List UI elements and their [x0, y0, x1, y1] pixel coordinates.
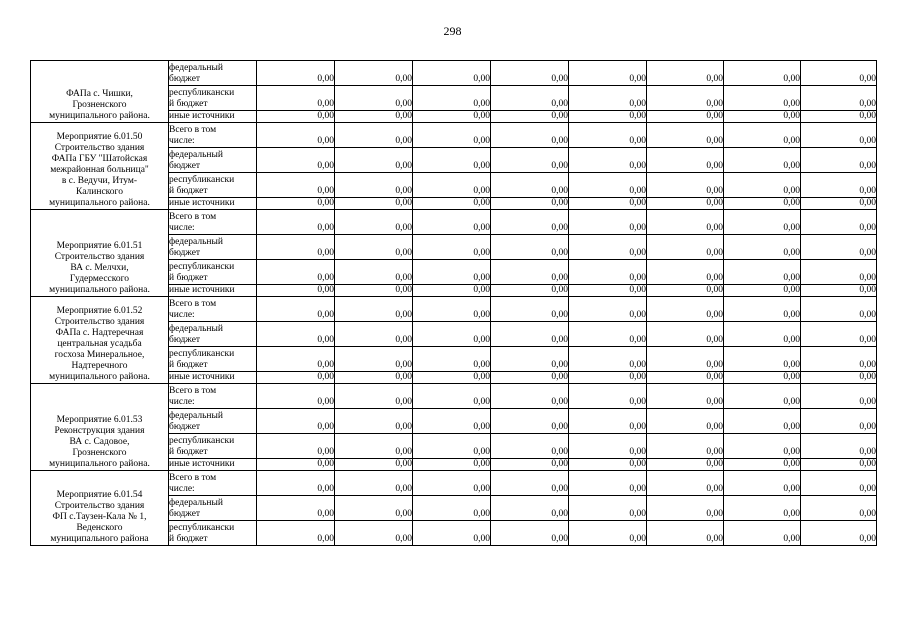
amount-cell: 0,00	[801, 198, 877, 210]
amount-cell: 0,00	[801, 372, 877, 384]
amount-cell: 0,00	[724, 372, 801, 384]
amount-cell: 0,00	[491, 347, 569, 372]
funding-source-cell: республикански й бюджет	[169, 260, 257, 285]
amount-cell: 0,00	[801, 409, 877, 434]
amount-cell: 0,00	[257, 434, 335, 459]
amount-cell: 0,00	[491, 61, 569, 86]
funding-source-cell: федеральный бюджет	[169, 148, 257, 173]
amount-cell: 0,00	[335, 198, 413, 210]
amount-cell: 0,00	[257, 496, 335, 521]
amount-cell: 0,00	[569, 148, 647, 173]
amount-cell: 0,00	[724, 123, 801, 148]
amount-cell: 0,00	[647, 86, 724, 111]
amount-cell: 0,00	[413, 260, 491, 285]
amount-cell: 0,00	[257, 459, 335, 471]
amount-cell: 0,00	[491, 198, 569, 210]
table-row	[31, 210, 877, 235]
amount-cell: 0,00	[724, 521, 801, 546]
amount-cell: 0,00	[569, 235, 647, 260]
amount-cell: 0,00	[647, 297, 724, 322]
amount-cell: 0,00	[491, 260, 569, 285]
amount-cell: 0,00	[491, 173, 569, 198]
amount-cell: 0,00	[569, 384, 647, 409]
amount-cell: 0,00	[335, 123, 413, 148]
amount-cell: 0,00	[569, 210, 647, 235]
amount-cell: 0,00	[569, 521, 647, 546]
amount-cell: 0,00	[569, 372, 647, 384]
amount-cell: 0,00	[335, 322, 413, 347]
amount-cell: 0,00	[647, 235, 724, 260]
amount-cell: 0,00	[257, 148, 335, 173]
amount-cell: 0,00	[724, 322, 801, 347]
amount-cell: 0,00	[491, 459, 569, 471]
amount-cell: 0,00	[257, 86, 335, 111]
amount-cell: 0,00	[647, 123, 724, 148]
amount-cell: 0,00	[491, 123, 569, 148]
amount-cell: 0,00	[724, 285, 801, 297]
amount-cell: 0,00	[335, 372, 413, 384]
amount-cell: 0,00	[413, 409, 491, 434]
amount-cell: 0,00	[413, 198, 491, 210]
funding-source-cell: Всего в том числе:	[169, 123, 257, 148]
budget-table	[30, 60, 877, 546]
amount-cell: 0,00	[491, 322, 569, 347]
amount-cell: 0,00	[724, 86, 801, 111]
amount-cell: 0,00	[801, 148, 877, 173]
amount-cell: 0,00	[569, 111, 647, 123]
amount-cell: 0,00	[569, 471, 647, 496]
amount-cell: 0,00	[335, 210, 413, 235]
amount-cell: 0,00	[647, 471, 724, 496]
table-row	[31, 61, 877, 86]
amount-cell: 0,00	[491, 235, 569, 260]
amount-cell: 0,00	[335, 459, 413, 471]
amount-cell: 0,00	[569, 173, 647, 198]
table-row	[31, 471, 877, 496]
amount-cell: 0,00	[569, 459, 647, 471]
amount-cell: 0,00	[801, 521, 877, 546]
amount-cell: 0,00	[257, 471, 335, 496]
amount-cell: 0,00	[491, 384, 569, 409]
funding-source-cell: федеральный бюджет	[169, 322, 257, 347]
amount-cell: 0,00	[647, 198, 724, 210]
amount-cell: 0,00	[335, 471, 413, 496]
amount-cell: 0,00	[647, 260, 724, 285]
amount-cell: 0,00	[801, 285, 877, 297]
event-name-cell: ФАПа с. Чишки, Грозненского муниципального района.	[31, 61, 169, 123]
funding-source-cell: федеральный бюджет	[169, 61, 257, 86]
amount-cell: 0,00	[724, 61, 801, 86]
amount-cell: 0,00	[257, 210, 335, 235]
amount-cell: 0,00	[569, 285, 647, 297]
amount-cell: 0,00	[335, 496, 413, 521]
amount-cell: 0,00	[801, 235, 877, 260]
funding-source-cell: иные источники	[169, 372, 257, 384]
amount-cell: 0,00	[724, 148, 801, 173]
funding-source-cell: федеральный бюджет	[169, 496, 257, 521]
amount-cell: 0,00	[801, 61, 877, 86]
amount-cell: 0,00	[801, 496, 877, 521]
amount-cell: 0,00	[335, 111, 413, 123]
amount-cell: 0,00	[413, 61, 491, 86]
amount-cell: 0,00	[801, 111, 877, 123]
amount-cell: 0,00	[724, 496, 801, 521]
amount-cell: 0,00	[413, 210, 491, 235]
amount-cell: 0,00	[724, 173, 801, 198]
funding-source-cell: иные источники	[169, 459, 257, 471]
amount-cell: 0,00	[724, 260, 801, 285]
amount-cell: 0,00	[413, 173, 491, 198]
amount-cell: 0,00	[257, 322, 335, 347]
amount-cell: 0,00	[335, 173, 413, 198]
amount-cell: 0,00	[801, 210, 877, 235]
amount-cell: 0,00	[801, 123, 877, 148]
amount-cell: 0,00	[647, 111, 724, 123]
amount-cell: 0,00	[413, 496, 491, 521]
amount-cell: 0,00	[647, 285, 724, 297]
amount-cell: 0,00	[335, 384, 413, 409]
amount-cell: 0,00	[724, 111, 801, 123]
amount-cell: 0,00	[257, 198, 335, 210]
amount-cell: 0,00	[724, 297, 801, 322]
amount-cell: 0,00	[801, 459, 877, 471]
amount-cell: 0,00	[724, 434, 801, 459]
amount-cell: 0,00	[569, 198, 647, 210]
amount-cell: 0,00	[647, 409, 724, 434]
amount-cell: 0,00	[569, 61, 647, 86]
amount-cell: 0,00	[257, 173, 335, 198]
amount-cell: 0,00	[801, 86, 877, 111]
amount-cell: 0,00	[647, 173, 724, 198]
amount-cell: 0,00	[569, 322, 647, 347]
amount-cell: 0,00	[413, 434, 491, 459]
amount-cell: 0,00	[413, 123, 491, 148]
amount-cell: 0,00	[724, 210, 801, 235]
funding-source-cell: Всего в том числе:	[169, 297, 257, 322]
amount-cell: 0,00	[647, 61, 724, 86]
funding-source-cell: иные источники	[169, 198, 257, 210]
amount-cell: 0,00	[335, 235, 413, 260]
amount-cell: 0,00	[724, 409, 801, 434]
amount-cell: 0,00	[801, 471, 877, 496]
amount-cell: 0,00	[491, 372, 569, 384]
amount-cell: 0,00	[491, 409, 569, 434]
amount-cell: 0,00	[335, 297, 413, 322]
funding-source-cell: республикански й бюджет	[169, 173, 257, 198]
event-name-cell: Мероприятие 6.01.54 Строительство здания ФП с.Таузен-Кала № 1, Веденского муниципального района	[31, 471, 169, 546]
funding-source-cell: федеральный бюджет	[169, 409, 257, 434]
amount-cell: 0,00	[569, 260, 647, 285]
amount-cell: 0,00	[413, 521, 491, 546]
amount-cell: 0,00	[335, 61, 413, 86]
amount-cell: 0,00	[801, 434, 877, 459]
amount-cell: 0,00	[257, 297, 335, 322]
amount-cell: 0,00	[335, 86, 413, 111]
funding-source-cell: федеральный бюджет	[169, 235, 257, 260]
amount-cell: 0,00	[257, 409, 335, 434]
amount-cell: 0,00	[491, 297, 569, 322]
funding-source-cell: иные источники	[169, 111, 257, 123]
amount-cell: 0,00	[647, 434, 724, 459]
amount-cell: 0,00	[801, 322, 877, 347]
amount-cell: 0,00	[569, 123, 647, 148]
amount-cell: 0,00	[801, 297, 877, 322]
funding-source-cell: республикански й бюджет	[169, 521, 257, 546]
amount-cell: 0,00	[491, 521, 569, 546]
amount-cell: 0,00	[647, 347, 724, 372]
amount-cell: 0,00	[335, 347, 413, 372]
table-row	[31, 384, 877, 409]
amount-cell: 0,00	[801, 173, 877, 198]
amount-cell: 0,00	[801, 347, 877, 372]
funding-source-cell: республикански й бюджет	[169, 86, 257, 111]
funding-source-cell: Всего в том числе:	[169, 210, 257, 235]
amount-cell: 0,00	[491, 496, 569, 521]
amount-cell: 0,00	[647, 384, 724, 409]
amount-cell: 0,00	[724, 459, 801, 471]
amount-cell: 0,00	[491, 285, 569, 297]
amount-cell: 0,00	[257, 347, 335, 372]
amount-cell: 0,00	[413, 347, 491, 372]
event-name-cell: Мероприятие 6.01.53 Реконструкция здания ВА с. Садовое, Грозненского муниципального района.	[31, 384, 169, 471]
amount-cell: 0,00	[491, 471, 569, 496]
table-body	[31, 61, 877, 546]
amount-cell: 0,00	[413, 459, 491, 471]
amount-cell: 0,00	[491, 86, 569, 111]
amount-cell: 0,00	[335, 521, 413, 546]
table-row	[31, 123, 877, 148]
amount-cell: 0,00	[491, 434, 569, 459]
amount-cell: 0,00	[647, 322, 724, 347]
amount-cell: 0,00	[413, 372, 491, 384]
amount-cell: 0,00	[647, 459, 724, 471]
amount-cell: 0,00	[647, 521, 724, 546]
amount-cell: 0,00	[569, 434, 647, 459]
amount-cell: 0,00	[491, 111, 569, 123]
amount-cell: 0,00	[724, 235, 801, 260]
amount-cell: 0,00	[257, 521, 335, 546]
event-name-cell: Мероприятие 6.01.50 Строительство здания ФАПа ГБУ "Шатойская межрайонная больница" в с. Ведучи, Итум- Калинского муниципального района.	[31, 123, 169, 210]
amount-cell: 0,00	[335, 285, 413, 297]
funding-source-cell: Всего в том числе:	[169, 471, 257, 496]
amount-cell: 0,00	[257, 61, 335, 86]
amount-cell: 0,00	[413, 297, 491, 322]
event-name-cell: Мероприятие 6.01.51 Строительство здания ВА с. Мелчхи, Гудермесского муниципального района.	[31, 210, 169, 297]
amount-cell: 0,00	[335, 148, 413, 173]
amount-cell: 0,00	[335, 260, 413, 285]
amount-cell: 0,00	[491, 210, 569, 235]
event-name-cell: Мероприятие 6.01.52 Строительство здания ФАПа с. Надтеречная центральная усадьба госхоза Минеральное, Надтеречного муниципального района.	[31, 297, 169, 384]
amount-cell: 0,00	[413, 471, 491, 496]
amount-cell: 0,00	[257, 372, 335, 384]
amount-cell: 0,00	[413, 384, 491, 409]
funding-source-cell: республикански й бюджет	[169, 434, 257, 459]
amount-cell: 0,00	[335, 434, 413, 459]
amount-cell: 0,00	[647, 210, 724, 235]
amount-cell: 0,00	[413, 111, 491, 123]
amount-cell: 0,00	[724, 347, 801, 372]
amount-cell: 0,00	[569, 496, 647, 521]
amount-cell: 0,00	[257, 384, 335, 409]
amount-cell: 0,00	[569, 347, 647, 372]
table-row	[31, 297, 877, 322]
amount-cell: 0,00	[413, 86, 491, 111]
amount-cell: 0,00	[257, 260, 335, 285]
amount-cell: 0,00	[413, 285, 491, 297]
amount-cell: 0,00	[335, 409, 413, 434]
amount-cell: 0,00	[801, 260, 877, 285]
amount-cell: 0,00	[413, 148, 491, 173]
amount-cell: 0,00	[647, 148, 724, 173]
funding-source-cell: иные источники	[169, 285, 257, 297]
amount-cell: 0,00	[647, 372, 724, 384]
amount-cell: 0,00	[801, 384, 877, 409]
amount-cell: 0,00	[257, 235, 335, 260]
amount-cell: 0,00	[257, 111, 335, 123]
amount-cell: 0,00	[724, 471, 801, 496]
amount-cell: 0,00	[647, 496, 724, 521]
funding-source-cell: Всего в том числе:	[169, 384, 257, 409]
page-number: 298	[443, 24, 462, 38]
amount-cell: 0,00	[257, 123, 335, 148]
amount-cell: 0,00	[569, 297, 647, 322]
amount-cell: 0,00	[257, 285, 335, 297]
amount-cell: 0,00	[569, 409, 647, 434]
amount-cell: 0,00	[491, 148, 569, 173]
amount-cell: 0,00	[569, 86, 647, 111]
amount-cell: 0,00	[413, 235, 491, 260]
amount-cell: 0,00	[724, 198, 801, 210]
amount-cell: 0,00	[724, 384, 801, 409]
funding-source-cell: республикански й бюджет	[169, 347, 257, 372]
amount-cell: 0,00	[413, 322, 491, 347]
